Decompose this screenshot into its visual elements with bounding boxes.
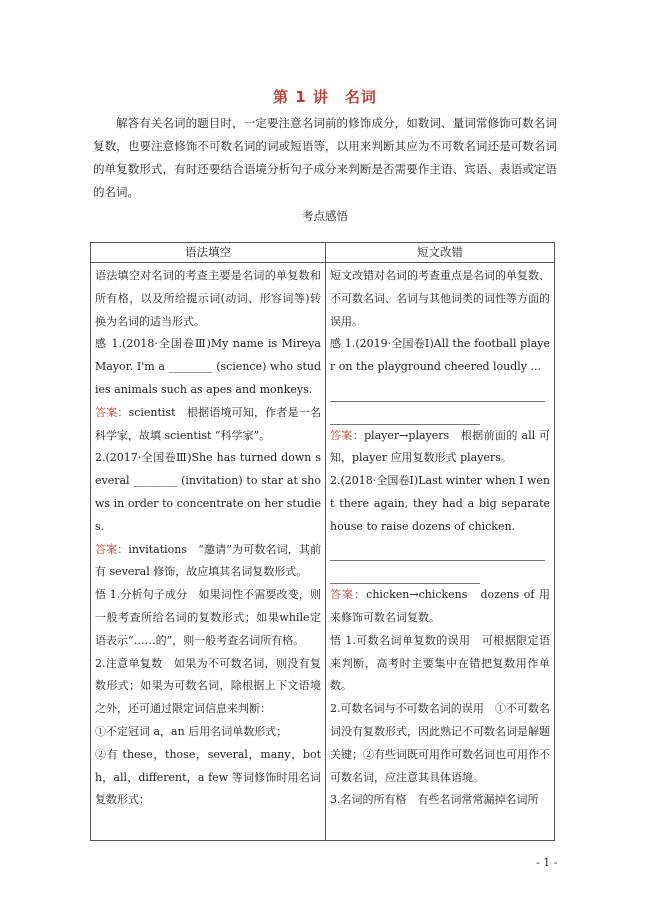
intro-paragraph: 解答有关名词的题目时，一定要注意名词前的修饰成分，如数词、量词常修饰可数名词复数，也要注意修饰不可数名词的词或短语等，以用来判断其应为不可数名词还是可数名词的单复数形式，有时还要结合语境分析句子成分来判断是否需要作主语、宾语、表语或定语的名词。 — [93, 116, 557, 199]
right-example-1: 感 1.(2019·全国卷Ⅰ)All the football player on the playground cheered loudly ... — [330, 337, 550, 374]
right-answer-2 — [330, 584, 550, 630]
left-intro: 语法填空对名词的考查主要是名词的单复数和所有格，以及所给提示词(动词、形容词等)转换为名词的适当形式。 — [95, 269, 321, 328]
answer-blank-line — [330, 402, 480, 425]
left-example-1: 感 1.(2018·全国卷Ⅲ)My name is Mireya Mayor. I'm a ________ (science) who studies animals such as apes and monkeys. — [95, 337, 321, 396]
header-grammar-fill: 语法填空 — [91, 243, 326, 263]
left-tip-1: 悟 1.分析句子成分 如果词性不需要改变，则一般考查所给名词的复数形式；如果while定语表示“……的”，则一般考查名词所有格。 — [95, 588, 321, 647]
left-tip-2a: ①不定冠词 a，an 后用名词单数形式； — [95, 724, 288, 738]
right-example-2: 2.(2018·全国卷Ⅰ)Last winter when I went there again, they had a big separate house to raise dozens of chicken. — [330, 474, 550, 533]
page-title: 第 1 讲 名词 — [273, 88, 377, 106]
answer-label: 答案： — [330, 588, 367, 602]
page-number: - 1 - — [536, 856, 558, 869]
answer-text: scientist 根据语境可知，作者是一名科学家，故填 scientist “科学家”。 — [95, 405, 321, 442]
header-error-correction: 短文改错 — [326, 243, 555, 263]
left-tip-2b: ②有 these，those，several，many，both，all，different，a few 等词修饰时用名词复数形式； — [95, 747, 321, 807]
answer-label: 答案： — [95, 405, 129, 419]
left-answer-2 — [95, 539, 321, 585]
error-correction-cell — [326, 263, 555, 841]
answer-text: chicken→chickens dozens of 用来修饰可数名词复数。 — [330, 588, 551, 624]
right-tip-3: 3.名词的所有格 有些名词常常漏掉名词所 — [330, 793, 539, 807]
left-example-2: 2.(2017·全国卷Ⅲ)She has turned down several ________ (invitation) to star at shows in order to concentrate on her studies. — [95, 451, 321, 533]
right-answer-1 — [330, 425, 550, 471]
left-tip-2: 2.注意单复数 如果为不可数名词，则没有复数形式；如果为可数名词，除根据上下文语境之外，还可通过限定词信息来判断： — [95, 656, 321, 716]
right-tip-2: 2.可数名词与不可数名词的误用 ①不可数名词没有复数形式，因此熟记不可数名词是解题关键；②有些词既可用作可数名词也可用作不可数名词，应注意其具体语境。 — [330, 702, 550, 784]
section-heading: 考点感悟 — [302, 209, 348, 223]
answer-label: 答案： — [330, 428, 365, 442]
right-tip-1: 悟 1.可数名词单复数的误用 可根据限定语来判断，高考时主要集中在错把复数用作单数。 — [330, 633, 550, 693]
answer-blank-line — [330, 539, 545, 562]
answer-blank-line — [330, 379, 545, 402]
grammar-fill-cell — [91, 263, 326, 841]
answer-text: invitations “邀请”为可数名词，其前有 several 修饰，故应填其名词复数形式。 — [95, 542, 321, 579]
comparison-table — [90, 242, 555, 841]
right-intro: 短文改错对名词的考查重点是名词的单复数、不可数名词、名词与其他词类的词性等方面的误用。 — [330, 269, 550, 328]
answer-text: player→players 根据前面的 all 可知，player 应用复数形式 players。 — [330, 428, 551, 465]
answer-blank-line — [330, 561, 480, 584]
left-answer-1 — [95, 402, 321, 448]
answer-label: 答案： — [95, 542, 129, 556]
